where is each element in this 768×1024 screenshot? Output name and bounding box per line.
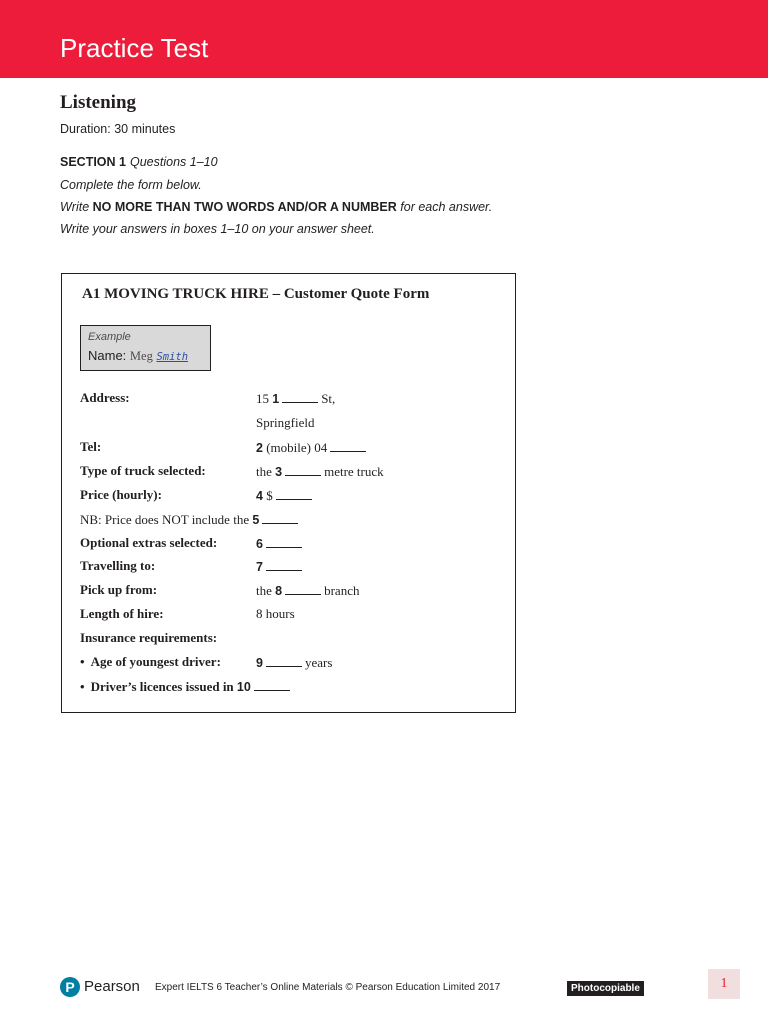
- example-label: Example: [88, 331, 131, 343]
- example-name-label: Name:: [88, 348, 127, 363]
- photocopiable-badge: Photocopiable: [567, 981, 644, 996]
- section-line: [60, 155, 218, 169]
- instruction-1: Complete the form below.: [60, 178, 202, 192]
- row-post: branch: [324, 583, 360, 598]
- page-title: Practice Test: [60, 33, 209, 63]
- instruction-2-pre: Write: [60, 200, 93, 214]
- form-row-nb: [80, 511, 500, 531]
- quote-form: [61, 273, 516, 713]
- page-number: 1: [708, 969, 740, 999]
- question-number: 10: [236, 680, 251, 694]
- bullet: •: [80, 679, 85, 694]
- row-value: [256, 487, 315, 504]
- row-value: [256, 535, 305, 552]
- form-row-travelling: [80, 558, 500, 578]
- answer-blank[interactable]: [266, 558, 302, 571]
- row-value: [256, 654, 332, 671]
- example-given-name: Meg: [129, 349, 153, 363]
- form-row-insurance: [80, 630, 500, 650]
- form-row-length: [80, 606, 500, 626]
- row-label: Type of truck selected:: [80, 463, 206, 478]
- row-value: [256, 390, 335, 407]
- form-title: A1 MOVING TRUCK HIRE – Customer Quote Form: [82, 286, 430, 302]
- answer-blank[interactable]: [285, 463, 321, 476]
- row-label-text: Age of youngest driver:: [90, 654, 221, 669]
- question-number: 2: [256, 441, 263, 455]
- question-number: 5: [252, 513, 260, 527]
- answer-blank[interactable]: [282, 390, 318, 403]
- form-row-tel: [80, 439, 500, 459]
- form-row-address: [80, 390, 500, 410]
- logo-letter: P: [65, 979, 75, 995]
- question-number: 9: [256, 656, 263, 670]
- instruction-2-post: for each answer.: [396, 200, 493, 214]
- instruction-2-bold: NO MORE THAN TWO WORDS AND/OR A NUMBER: [92, 200, 397, 214]
- form-row-pickup: [80, 582, 500, 602]
- row-label-text: Driver’s licences issued in: [90, 679, 234, 694]
- form-row-licences: [80, 678, 500, 698]
- row-label: Price (hourly):: [80, 487, 162, 502]
- answer-blank[interactable]: [262, 511, 298, 524]
- row-label: Travelling to:: [80, 558, 156, 573]
- row-post: metre truck: [324, 464, 384, 479]
- question-number: 3: [275, 465, 283, 479]
- example-answer: Smith: [156, 351, 189, 363]
- row-value: [256, 463, 384, 480]
- row-label: [80, 654, 221, 670]
- row-label-text: NB: Price does NOT include the: [80, 512, 250, 527]
- answer-blank[interactable]: [285, 582, 321, 595]
- row-value: [256, 582, 359, 599]
- row-label: Tel:: [80, 439, 102, 454]
- form-row-address-line2: [80, 415, 500, 435]
- bullet: •: [80, 654, 85, 669]
- instruction-2: [60, 200, 492, 214]
- row-value: [256, 558, 305, 575]
- question-number: 8: [275, 584, 283, 598]
- row-post: St,: [321, 391, 336, 406]
- duration-text: Duration: 30 minutes: [60, 122, 176, 136]
- row-post: $: [266, 488, 273, 503]
- row-label: Insurance requirements:: [80, 630, 218, 645]
- form-row-truck-type: [80, 463, 500, 483]
- row-label: Optional extras selected:: [80, 535, 218, 550]
- footer-brand: Pearson: [84, 978, 140, 995]
- questions-range: Questions 1–10: [130, 155, 218, 169]
- row-pre: 15: [256, 391, 269, 406]
- row-pre: the: [256, 583, 272, 598]
- row-label: [80, 678, 293, 695]
- pearson-logo-icon: [60, 977, 80, 997]
- example-name: [88, 348, 188, 364]
- example-box: [80, 325, 211, 371]
- answer-blank[interactable]: [254, 678, 290, 691]
- row-post: (mobile) 04: [266, 440, 328, 455]
- row-pre: the: [256, 464, 272, 479]
- row-label: [80, 511, 301, 528]
- question-number: 1: [272, 392, 280, 406]
- answer-blank[interactable]: [266, 654, 302, 667]
- row-label: Address:: [80, 390, 130, 405]
- form-row-price: [80, 487, 500, 507]
- form-row-driver-age: [80, 654, 500, 674]
- question-number: 4: [256, 489, 263, 503]
- row-value: Springfield: [256, 415, 315, 430]
- row-value: [256, 439, 369, 456]
- footer-copyright: Expert IELTS 6 Teacher’s Online Materials © Pearson Education Limited 2017: [155, 982, 501, 993]
- row-label: Length of hire:: [80, 606, 164, 621]
- answer-blank[interactable]: [330, 439, 366, 452]
- instruction-3: Write your answers in boxes 1–10 on your answer sheet.: [60, 222, 375, 236]
- row-value: 8 hours: [256, 606, 295, 621]
- answer-blank[interactable]: [276, 487, 312, 500]
- row-post: years: [304, 655, 333, 670]
- question-number: 7: [256, 560, 263, 574]
- form-row-extras: [80, 535, 500, 555]
- answer-blank[interactable]: [266, 535, 302, 548]
- question-number: 6: [256, 537, 263, 551]
- row-label: Pick up from:: [80, 582, 158, 597]
- section-label: SECTION 1: [60, 155, 126, 169]
- section-heading: Listening: [60, 92, 137, 113]
